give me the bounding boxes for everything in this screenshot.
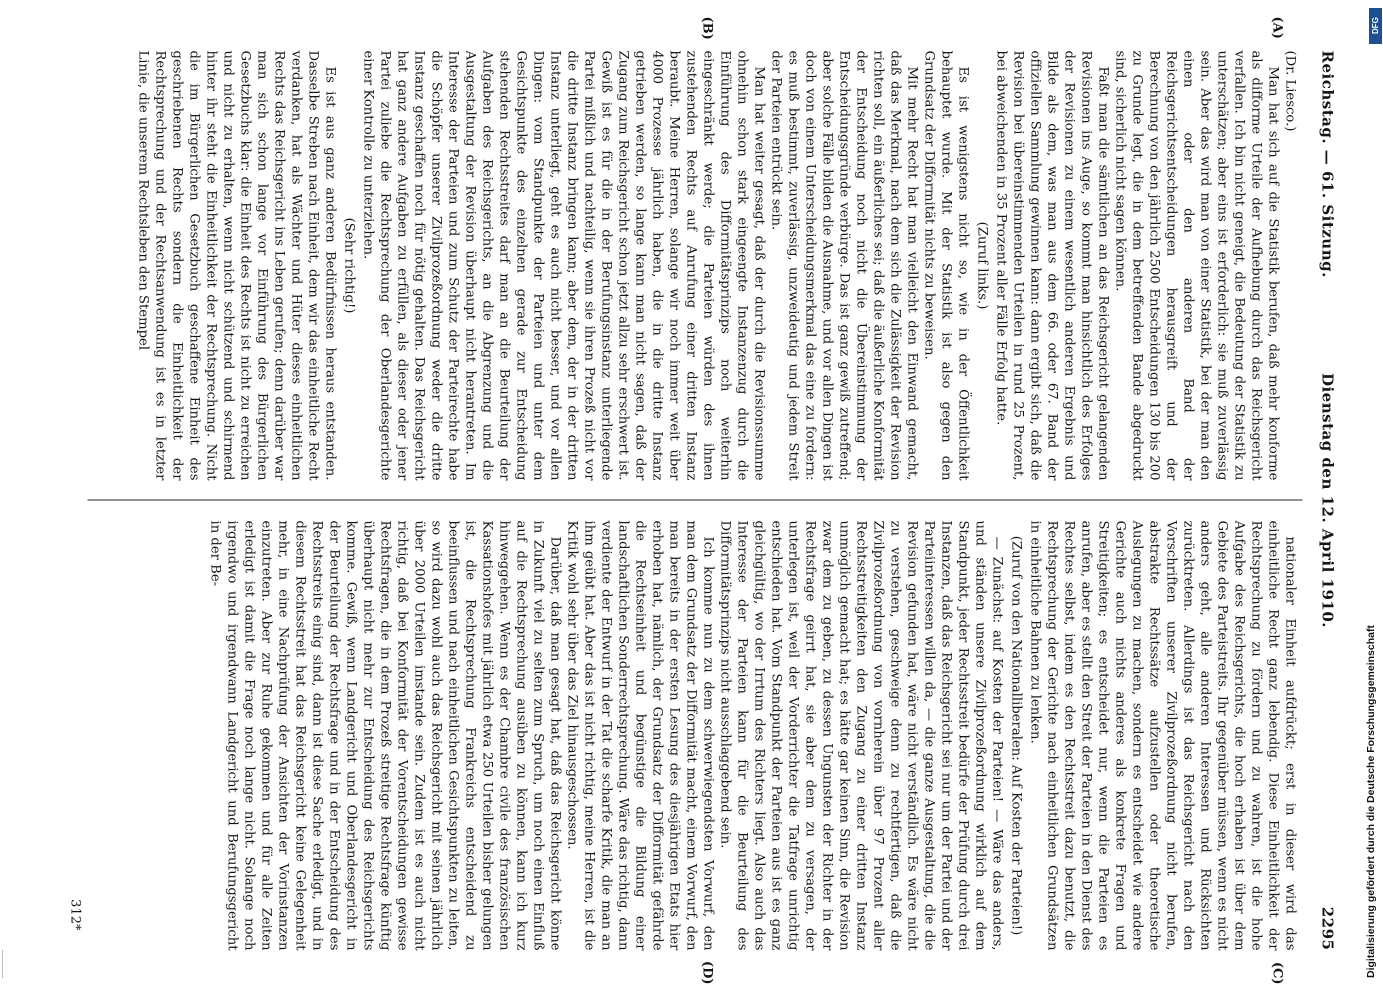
margin-marker-a: (A) xyxy=(1269,16,1284,39)
header-date: Dienstag den 12. April 1910. xyxy=(1318,372,1336,629)
right-column xyxy=(98,521,1298,951)
scan-edge-mark xyxy=(2,950,3,978)
paragraph: Ich komme nun zu dem schwerwiegendsten Vorwurf, den man dem Grundsatz der Difformität macht, einem Vorwurf, den man bereits in der ersten Lesung des diesjährigen Etats hier erhoben hat, nämlich, der Grundsatz der Difformität gefährde die Rechtseinheit und begünstige die Bildung einer landschaftlichen Sonderrechtsprechung. Wäre das richtig, dann verdiente der Entwurf in der Tat die scharfe Kritik, die man an ihm geübt hat. Aber das ist nicht richtig, meine Herren, ist die Kritik wohl sehr über das Ziel hinausgeschossen. xyxy=(564,520,715,951)
interjection: (Zuruf von den Nationalliberalen: Auf Kosten der Parteien!) xyxy=(1008,535,1023,936)
paragraph: Faßt man die sämtlichen an das Reichsgericht gelangenden Revisionen ins Auge, so kommt man hinsichtlich des Erfolges der Revisionen zu einem wesentlich anderen Ergebnis und Bilde als dem, was man aus dem 66. oder 67. Band der offiziellen Sammlung gewinnen kann: dann ergibt sich, daß die Revision bei übereinstimmenden Urteilen in rund 25 Prozent, bei abweichenden in 35 Prozent aller Fälle Erfolg hatte. xyxy=(993,50,1110,481)
interjection: (Zuruf links.) xyxy=(974,221,989,310)
dfg-funding-note: Digitalisierung gefördert durch die Deutsche Forschungsgemeinschaft xyxy=(1365,625,1377,978)
column-divider xyxy=(87,500,1302,501)
page-number: 2295 xyxy=(1318,906,1336,951)
paragraph: nationaler Einheit aufdrückt; erst in dieser wird das einheitliche Recht ganz lebendig. Diese Einheitlichkeit der Rechtsprechung zu fördern und zu wahren, ist die hohe Aufgabe des Reichsgerichts, die hoch erhaben ist über dem Gebiete des Parteistreits. Ihr gegenüber müssen, wenn es nicht anders geht, alle anderen Interessen und Rücksichten zurücktreten. Allerdings ist das Reichsgericht nach den Vorschriften unserer Zivilprozeßordnung nicht berufen, abstrakte Rechtssätze aufzustellen oder theoretische Auslegungen zu machen, sondern es entscheidet wie andere Gerichte auch nichts anderes als konkrete Fragen und Streitigkeiten; es entscheidet nur, wenn die Parteien es anrufen, aber es stellt den Streit der Parteien in den Dienst des Rechtes selbst, indem es den Rechtsstreit dazu benutzt, die Rechtsprechung der Gerichte nach einheitlichen Grundsätzen in einheitliche Bahnen zu lenken. xyxy=(1027,520,1297,951)
paragraph: Mit mehr Recht hat man vielleicht den Einwand gemacht, daß das Merkmal, nach dem sich die Zulässigkeit der Revision richten soll, ein äußerliches sei; daß die äußerliche Konformität der Entscheidung noch nicht die Übereinstimmung der Entscheidungsgründe verbürge. Das ist ganz gewiß zutreffend; aber solche Fälle bilden die Ausnahme, und vor allen Dingen ist doch von einem Unterscheidungsmerkmal das eine zu fordern: es muß bestimmt, zuverlässig, unzweideutig und jedem Streit der Parteien entrückt sein. xyxy=(768,50,919,481)
page-header xyxy=(1306,51,1336,951)
header-left: Reichstag. — 61. Sitzung. xyxy=(1318,50,1336,278)
paragraph: Darüber, daß man gesagt hat, daß das Reichsgericht könne in Zukunft viel zu selten zum Spruch, um noch einen Einfluß auf die Rechtsprechung ausüben zu können, kann ich kurz hinweggehen. Wenn es der Chambre civile des französischen Kassationshofes mit jährlich etwa 250 Urteilen bisher gelungen ist, die Rechtsprechung Frankreichs entscheidend zu beeinflussen und nach einheitlichen Gesichtspunkten zu leiten, so wird dazu wohl auch das Reichsgericht mit seinen jährlich über 2000 Urteilen imstande sein. Zudem ist es auch nicht richtig, daß bei Konformität der Vorentscheidungen gewisse Rechtsfragen, die in dem Prozeß streitige Rechtsfrage künftig überhaupt nicht mehr zur Entscheidung des Reichsgerichts komme. Gewiß, wenn Landgericht und Oberlandesgericht in der Beurteilung der Rechtsfrage und in der Entscheidung des Rechtsstreits einig sind, dann ist diese Sache erledigt, und in diesem Rechtsstreit hat das Reichsgericht keine Gelegenheit mehr, in eine Nachprüfung der Ansichten der Vorinstanzen einzutreten. Aber zur Ruhe gekommen und für alle Zeiten erledigt ist damit die Frage noch lange nicht. Solange noch irgendwo und irgendwann Landgericht und Berufungsgericht in der Be- xyxy=(207,520,562,951)
left-column xyxy=(98,51,1298,481)
paragraph: — Zunächst: auf Kosten der Parteien! — Wäre das anders, und ständen unsere Zivilprozeßordnung wirklich auf dem Standpunkt, jeder Rechtsstreit bedürfe der Prüfung durch drei Instanzen, daß das Reichsgericht sei nur um der Partei und der Parteiinteressen willen da, — die ganze Ausgestaltung, die die Revision gefunden hat, wäre nicht verständlich. Es wäre nicht zu verstehen, geschweige denn zu rechtfertigen, daß die Zivilprozeßordnung von vornherein über 97 Prozent aller Rechtsstreitigkeiten den Zugang zu einer dritten Instanz unmöglich gemacht hat; es hätte gar keinen Sinn, die Revision zwar dem zu geben, zu dessen Ungunsten der Richter in der Rechtsfrage geirrt hat, sie aber dem zu versagen, der unterlegen ist, weil der Vorderrichter die Tatfrage unrichtig entschieden hat. Vom Standpunkt der Parteien aus ist es ganz gleichgültig, wo der Irrtum des Richters liegt. Also auch das Interesse der Parteien kann für die Beurteilung des Difformitätsprinzips nicht ausschlaggebend sein. xyxy=(717,520,1004,951)
sheet-signature: 312* xyxy=(67,899,82,931)
dfg-sidebar xyxy=(1367,0,1383,1000)
interjection: (Sehr richtig!) xyxy=(341,217,356,314)
paragraph: Es ist wenigstens nicht so, wie in der Öffentlichkeit behauptet wurde. Mit der Statistik ist also gegen den Grundsatz der Difformität nichts zu beweisen. xyxy=(921,50,970,481)
paragraph: Man hat weiter gesagt, daß der durch die Revisionssumme ohnehin schon stark eingeengte Instanzenzug durch die Einführung des Difformitätsprinzips noch weiterhin eingeschränkt werde; die Parteien würden des ihnen zustehenden Rechts auf Anrufung einer dritten Instanz beraubt. Meine Herren, solange wir noch immer weit über 4000 Prozesse jährlich haben, die in die dritte Instanz getrieben werden, so lange kann man nicht sagen, daß der Zugang zum Reichsgericht schon jetzt allzu sehr erschwert ist. Gewiß ist es für die in der Berufungsinstanz unterliegende Partei mißlich und nachteilig, wenn sie ihren Prozeß nicht vor die dritte Instanz bringen kann; aber dem, der in der dritten Instanz unterliegt, geht es auch nicht besser, und vor allen Dingen: vom Standpunkte der Parteien und unter dem Gesichtspunkte des einzelnen gerade zur Entscheidung stehenden Rechtsstreites darf man an die Beurteilung der Aufgaben des Reichsgerichts, an die Abgrenzung und die Ausgestaltung der Revision überhaupt nicht herantreten. Im Interesse der Parteien und zum Schutz der Parteirechte habe die Schöpfer unserer Zivilprozeßordnung weder die dritte Instanz geschaffen noch für nötig gehalten. Das Reichsgericht hat ganz andere Aufgaben zu erfüllen, als dieser oder jener Partei zuliebe die Rechtsprechung der Oberlandesgerichte einer Kontrolle zu unterziehen. xyxy=(360,50,766,481)
rotated-page xyxy=(29,11,1354,991)
margin-marker-c: (C) xyxy=(1269,961,1284,985)
paragraph: Es ist aus ganz anderen Bedürfnissen heraus entstanden. Dasselbe Streben nach Einheit, dem wir das einheitliche Recht verdanken, hat als Wächter und Hüter dieses einheitlichen Rechts das Reichsgericht ins Leben gerufen; denn darüber war man sich schon lange vor Einführung des Bürgerlichen Gesetzbuchs klar: die Einheit des Rechts ist nicht zu erreichen und nicht zu erhalten, wenn nicht schützend und schirmend hinter ihr steht die Einheitlichkeit der Rechtsprechung. Nicht die im Bürgerlichen Gesetzbuch geschaffene Einheit des geschriebenen Rechts sondern die Einheitlichkeit der Rechtsprechung und der Rechtsanwendung ist es in letzter Linie, die unserem Rechtsleben den Stempel xyxy=(135,50,337,481)
paragraph: Man hat sich auf die Statistik berufen, daß mehr konforme als difforme Urteile der Aufhebung durch das Reichsgericht verfallen. Ich bin nicht geneigt, die Bedeutung der Statistik zu unterschätzen; aber eins ist erforderlich: sie muß zuverlässig sein. Aber das wird man von einer Statistik, bei der man den einen oder den anderen Band der Reichsgerichtsentscheidungen herausgreift und der Berechnung von den jährlich 2500 Entscheidungen 130 bis 200 zu Grunde legt, die in dem betreffenden Bande abgedruckt sind, sicherlich nicht sagen können. xyxy=(1112,50,1280,481)
speaker-label: (Dr. Liesco.) xyxy=(1282,50,1297,132)
margin-marker-b: (B) xyxy=(699,16,714,40)
dfg-logo: DFG xyxy=(1369,8,1382,44)
margin-marker-d: (D) xyxy=(699,960,714,985)
